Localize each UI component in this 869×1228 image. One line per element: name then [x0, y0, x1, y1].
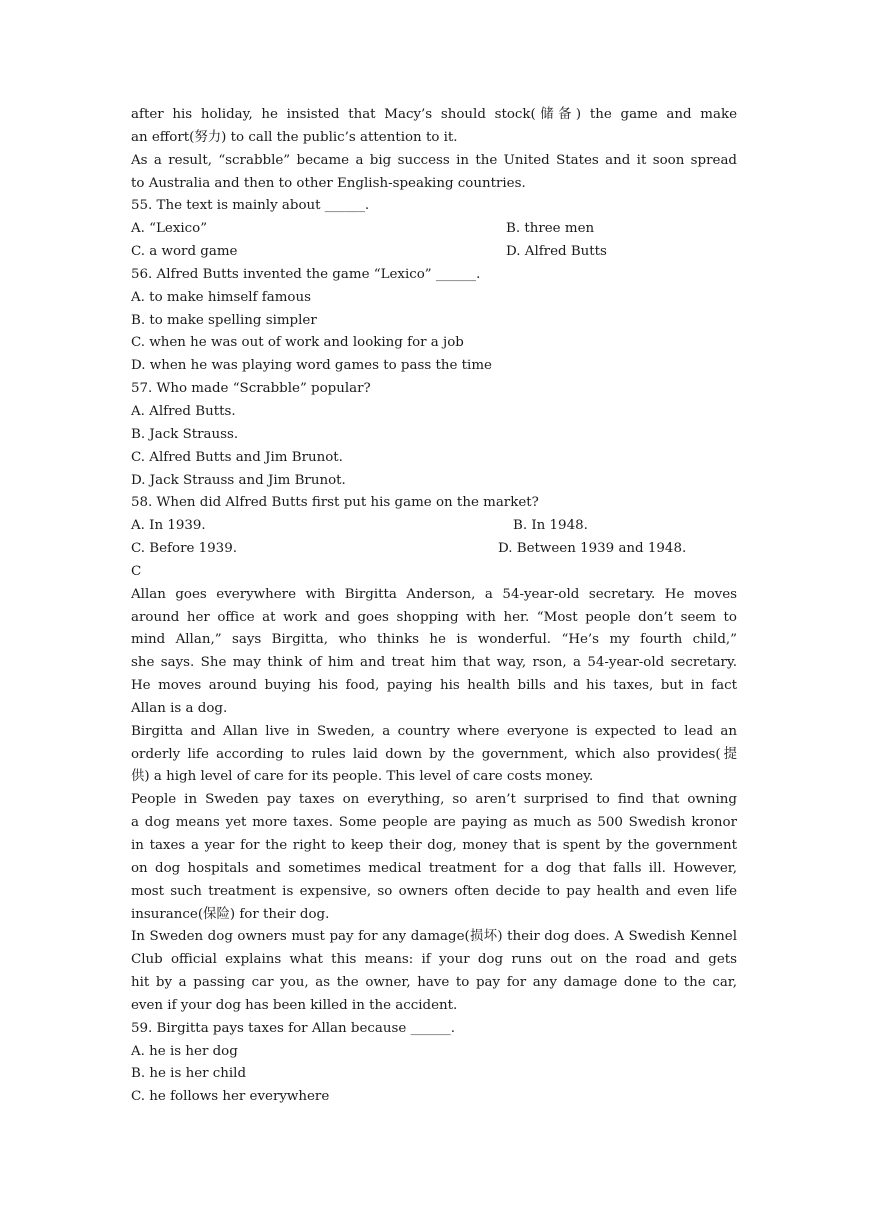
option-d: D. when he was playing word games to pass the time [131, 358, 492, 374]
passage-line: to Australia and then to other English-speaking countries. [131, 175, 526, 191]
option-b: B. In 1948. [513, 518, 588, 534]
passage-line: a dog means yet more taxes. Some people are paying as much as 500 Swedish kronor [131, 815, 737, 831]
passage-line: insurance(保险) for their dog. [131, 906, 330, 922]
option-c: C. Before 1939. [131, 541, 237, 557]
option-a: A. he is her dog [131, 1043, 238, 1059]
passage-line: on dog hospitals and sometimes medical treatment for a dog that falls ill. However, [131, 860, 737, 876]
option-b: B. three men [506, 221, 595, 237]
passage-line: hit by a passing car you, as the owner, have to pay for any damage done to the car, [131, 975, 737, 991]
option-b: B. he is her child [131, 1066, 247, 1082]
option-b: B. Jack Strauss. [131, 426, 239, 442]
passage-line: Birgitta and Allan live in Sweden, a country where everyone is expected to lead an [131, 723, 737, 739]
passage-line: mind Allan,” says Birgitta, who thinks he is wonderful. “He’s my fourth child,” [131, 632, 737, 648]
passage-line: Allan is a dog. [131, 700, 228, 716]
section-heading: C [131, 563, 142, 579]
question-57-stem: 57. Who made “Scrabble” popular? [131, 381, 371, 397]
option-d: D. Between 1939 and 1948. [498, 541, 687, 557]
option-a: A. In 1939. [131, 518, 206, 534]
passage-line: 供) a high level of care for its people. This level of care costs money. [131, 769, 594, 785]
passage-line: In Sweden dog owners must pay for any damage(损坏) their dog does. A Swedish Kennel [131, 929, 737, 945]
passage-line: in taxes a year for the right to keep their dog, money that is spent by the government [131, 838, 737, 853]
option-c: C. Alfred Butts and Jim Brunot. [131, 449, 343, 465]
option-c: C. a word game [131, 244, 238, 260]
question-55-stem: 55. The text is mainly about ______. [131, 198, 370, 214]
question-55-options-row-1 [131, 218, 737, 241]
document-page [131, 104, 737, 1109]
passage-line: People in Sweden pay taxes on everything, so aren’t surprised to find that owning [131, 792, 737, 808]
option-a: A. “Lexico” [131, 221, 208, 237]
question-58-options-row-2 [131, 538, 737, 561]
passage-line: most such treatment is expensive, so owners often decide to pay health and even life [131, 883, 737, 899]
passage-line: an effort(努力) to call the public’s attention to it. [131, 129, 458, 145]
option-c: C. when he was out of work and looking for a job [131, 335, 464, 351]
option-a: A. to make himself famous [131, 289, 311, 305]
question-55-options-row-2 [131, 241, 737, 264]
passage-line: As a result, “scrabble” became a big success in the United States and it soon spread [131, 152, 737, 168]
question-58-stem: 58. When did Alfred Butts first put his game on the market? [131, 495, 539, 511]
passage-line: even if your dog has been killed in the accident. [131, 997, 458, 1013]
option-d: D. Jack Strauss and Jim Brunot. [131, 472, 346, 488]
option-a: A. Alfred Butts. [131, 403, 236, 419]
passage-line: she says. She may think of him and treat him that way, rson, a 54-year-old secretary. [131, 655, 737, 671]
question-56-stem: 56. Alfred Butts invented the game “Lexico” ______. [131, 266, 481, 282]
passage-line: around her office at work and goes shopping with her. “Most people don’t seem to [131, 609, 737, 625]
option-d: D. Alfred Butts [506, 244, 607, 260]
passage-line: He moves around buying his food, paying his health bills and his taxes, but in fact [131, 678, 737, 694]
passage-line: Club official explains what this means: if your dog runs out on the road and gets [131, 952, 737, 968]
question-59-stem: 59. Birgitta pays taxes for Allan because ______. [131, 1020, 456, 1036]
option-b: B. to make spelling simpler [131, 312, 317, 328]
passage-line: orderly life according to rules laid down by the government, which also provides(提 [131, 746, 737, 762]
passage-line: Allan goes everywhere with Birgitta Anderson, a 54-year-old secretary. He moves [131, 586, 737, 602]
option-c: C. he follows her everywhere [131, 1089, 330, 1105]
question-58-options-row-1 [131, 515, 737, 538]
passage-line: after his holiday, he insisted that Macy’s should stock(储备) the game and make [131, 107, 737, 122]
